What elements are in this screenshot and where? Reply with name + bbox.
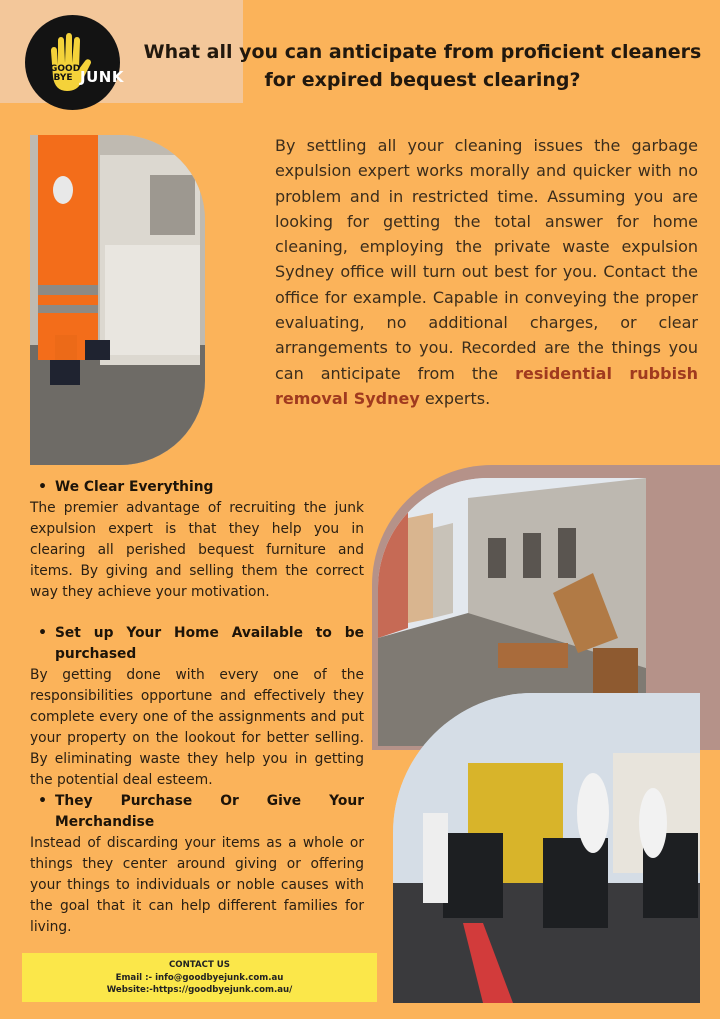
intro-text: By settling all your cleaning issues the garbage expulsion expert works morally and quicker with no problem and in restricted time. Assuming you are looking for getting the total answer for home cleaning, employing the private waste expulsion Sydney office will turn out best for you. Contact the office for example. Capable in conveying the proper evaluating, no additional charges, or clear arrangements to you. Recorded are the things you can anticipate from the	[275, 136, 698, 383]
section-body: The premier advantage of recruiting the junk expulsion expert is that they help you in clearing all perished bequest furniture and items. By giving and selling them the correct way they achieve your motivation.	[30, 500, 364, 600]
section-body: Instead of discarding your items as a whole or things they center around giving or offering your things to individuals or noble causes with the goal that it can help different families for living.	[30, 835, 364, 935]
worker-photo	[30, 135, 205, 465]
contact-website[interactable]: Website:-https://goodbyejunk.com.au/	[106, 985, 293, 995]
logo-text-junk: JUNK	[80, 68, 124, 86]
title-line-2: for expired bequest clearing?	[264, 69, 581, 91]
section-purchase-or-give	[30, 791, 364, 938]
goodbye-junk-logo[interactable]	[25, 15, 124, 110]
contact-heading: CONTACT US	[169, 960, 230, 970]
bullet-icon: •	[38, 793, 47, 809]
section-body: By getting done with every one of the responsibilities opportune and effectively they complete every one of the assignments and put your property on the lookout for better selling. By eliminating waste they help you in getting the potential deal esteem.	[30, 667, 364, 788]
contact-email[interactable]: Email :- info@goodbyejunk.com.au	[115, 972, 284, 983]
intro-tail: experts.	[419, 388, 491, 408]
section-heading: They Purchase Or Give Your Merchandise	[55, 793, 364, 830]
logo-text-good: GOOD BYE	[50, 64, 81, 83]
bullet-heading	[30, 791, 364, 833]
section-heading: Set up Your Home Available to be purchased	[55, 625, 364, 662]
section-clear-everything	[30, 477, 364, 603]
bullet-icon: •	[38, 479, 47, 495]
bullet-heading	[30, 623, 364, 665]
section-heading: We Clear Everything	[55, 479, 214, 495]
title-line-1: What all you can anticipate from proficient cleaners	[143, 41, 702, 63]
hand-icon	[25, 15, 120, 110]
bullet-icon: •	[38, 625, 47, 641]
section-home-available	[30, 623, 364, 791]
page-title	[125, 38, 720, 94]
bullet-heading	[30, 477, 364, 498]
bins-photo	[393, 693, 700, 1003]
intro-paragraph	[275, 133, 698, 411]
residential-rubbish-removal-link[interactable]: residential rubbish removal Sydney	[275, 363, 698, 408]
contact-box	[22, 953, 377, 1002]
